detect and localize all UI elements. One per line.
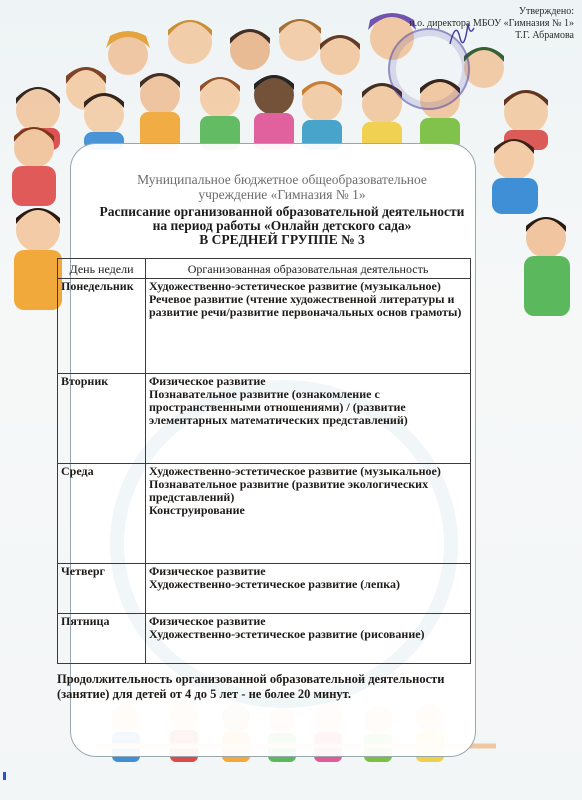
activities-cell bbox=[146, 464, 471, 564]
day-cell: Четверг bbox=[58, 564, 146, 614]
activity-item: Конструирование bbox=[149, 503, 245, 517]
activities-cell bbox=[146, 374, 471, 464]
approval-line-3: Т.Г. Абрамова bbox=[515, 30, 574, 41]
approval-line-1: Утверждено: bbox=[518, 6, 574, 17]
activity-item: Художественно-эстетическое развитие (рисование) bbox=[149, 627, 425, 641]
activities-cell bbox=[146, 564, 471, 614]
day-cell: Среда bbox=[58, 464, 146, 564]
document-header bbox=[72, 172, 492, 247]
table-row bbox=[58, 464, 471, 564]
activity-item: Художественно-эстетическое развитие (лепка) bbox=[149, 577, 401, 591]
column-header-day: День недели bbox=[58, 259, 146, 279]
org-name-line-1: Муниципальное бюджетное общеобразовательное bbox=[137, 172, 427, 187]
activity-item: Физическое развитие bbox=[149, 374, 266, 388]
table-row bbox=[58, 564, 471, 614]
activity-item: Познавательное развитие (развитие экологических представлений) bbox=[149, 477, 429, 504]
column-header-activity: Организованная образовательная деятельность bbox=[146, 259, 471, 279]
table-header-row bbox=[58, 259, 471, 279]
activity-item: Речевое развитие (чтение художественной литературы и развитие речи/развитие первоначальных основ грамоты) bbox=[149, 292, 462, 319]
day-cell: Понедельник bbox=[58, 279, 146, 374]
activity-item: Художественно-эстетическое развитие (музыкальное) bbox=[149, 464, 441, 478]
duration-note: Продолжительность организованной образовательной деятельности (занятие) для детей от 4 до 5 лет - не более 20 минут. bbox=[57, 672, 445, 701]
title-line-1: Расписание организованной образовательной деятельности bbox=[99, 204, 465, 219]
day-cell: Вторник bbox=[58, 374, 146, 464]
table-row bbox=[58, 279, 471, 374]
day-cell: Пятница bbox=[58, 614, 146, 664]
table-row bbox=[58, 374, 471, 464]
activity-item: Физическое развитие bbox=[149, 564, 266, 578]
title-line-2: на период работы «Онлайн детского сада» bbox=[152, 218, 412, 233]
table-row bbox=[58, 614, 471, 664]
org-name-line-2: учреждение «Гимназия № 1» bbox=[198, 187, 366, 202]
approval-line-2: и.о. директора МБОУ «Гимназия № 1» bbox=[409, 18, 574, 29]
scan-mark bbox=[3, 772, 6, 780]
activity-item: Познавательное развитие (ознакомление с пространственными отношениями) / (развитие элементарных математических представлений) bbox=[149, 387, 408, 427]
activities-cell bbox=[146, 614, 471, 664]
title-line-3: В СРЕДНЕЙ ГРУППЕ № 3 bbox=[199, 232, 365, 247]
schedule-table bbox=[57, 258, 471, 664]
activities-cell bbox=[146, 279, 471, 374]
activity-item: Художественно-эстетическое развитие (музыкальное) bbox=[149, 279, 441, 293]
signature bbox=[446, 18, 476, 48]
activity-item: Физическое развитие bbox=[149, 614, 266, 628]
